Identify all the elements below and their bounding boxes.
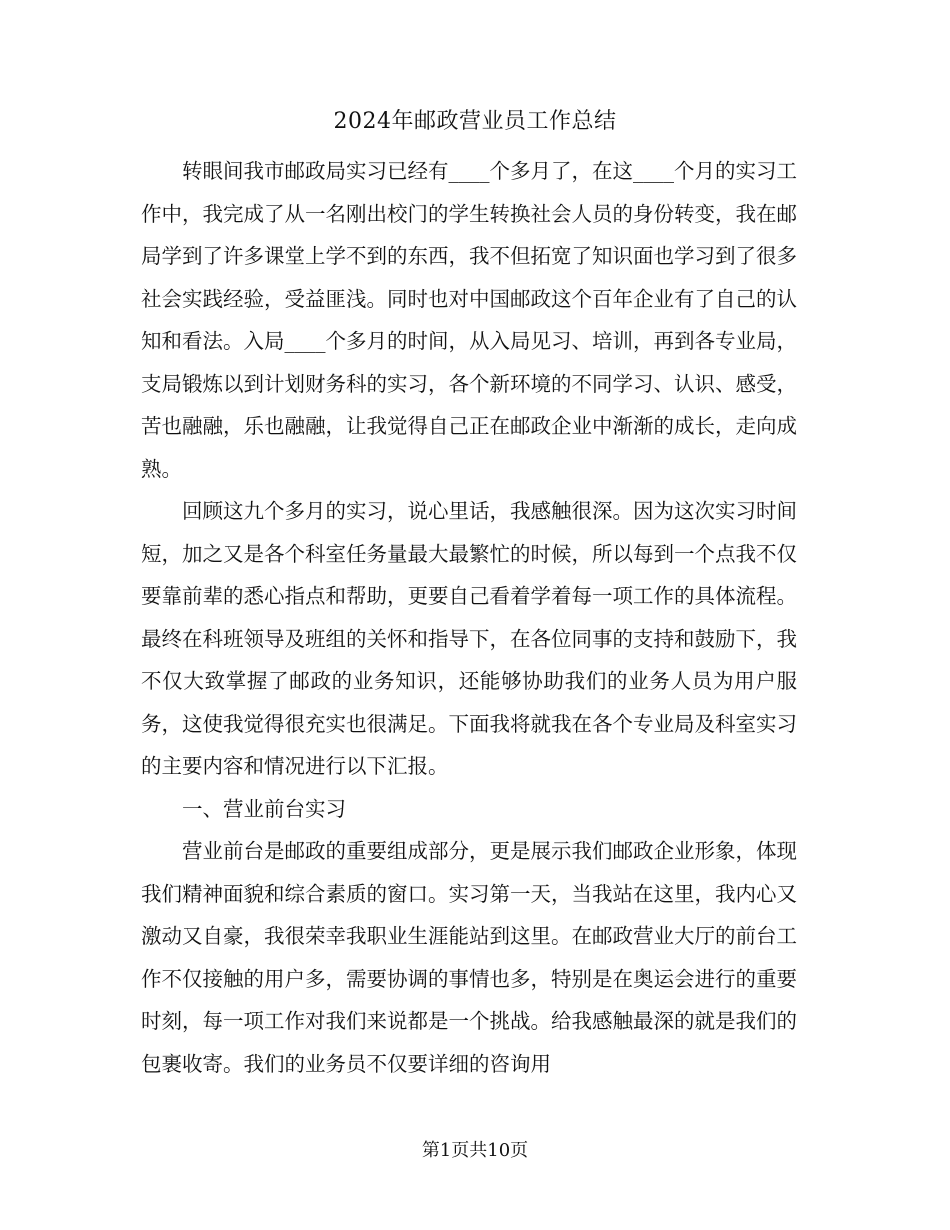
paragraph-review: 回顾这九个多月的实习，说心里话，我感触很深。因为这次实习时间短，加之又是各个科室任务量最大最繁忙的时候，所以每到一个点我不仅要靠前辈的悉心指点和帮助，更要自己看着学着每一项工作的具体流程。最终在科班领导及班组的关怀和指导下，在各位同事的支持和鼓励下，我不仅大致掌握了邮政的业务知识，还能够协助我们的业务人员为用户服务，这使我觉得很充实也很满足。下面我将就我在各个专业局及科室实习的主要内容和情况进行以下汇报。 [141,499,797,778]
paragraph-intro: 转眼间我市邮政局实习已经有____个多月了，在这____个月的实习工作中，我完成了从一名刚出校门的学生转换社会人员的身份转变，我在邮局学到了许多课堂上学不到的东西，我不但拓宽了知识面也学习到了很多社会实践经验，受益匪浅。同时也对中国邮政这个百年企业有了自己的认知和看法。入局____个多月的时间，从入局见习、培训，再到各专业局，支局锻炼以到计划财务科的实习，各个新环境的不同学习、认识、感受，苦也融融，乐也融融，让我觉得自己正在邮政企业中渐渐的成长，走向成熟。 [141,159,797,481]
document-body [141,150,797,1085]
page-number: 第1页共10页 [421,1140,529,1161]
section-heading-front-desk: 一、营业前台实习 [182,796,346,821]
document-title: 2024年邮政营业员工作总结 [333,109,617,134]
paragraph-front-desk: 营业前台是邮政的重要组成部分，更是展示我们邮政企业形象，体现我们精神面貌和综合素质的窗口。实习第一天，当我站在这里，我内心又激动又自豪，我很荣幸我职业生涯能站到这里。在邮政营业大厅的前台工作不仅接触的用户多，需要协调的事情也多，特别是在奥运会进行的重要时刻，每一项工作对我们来说都是一个挑战。给我感触最深的就是我们的包裹收寄。我们的业务员不仅要详细的咨询用 [141,839,797,1076]
